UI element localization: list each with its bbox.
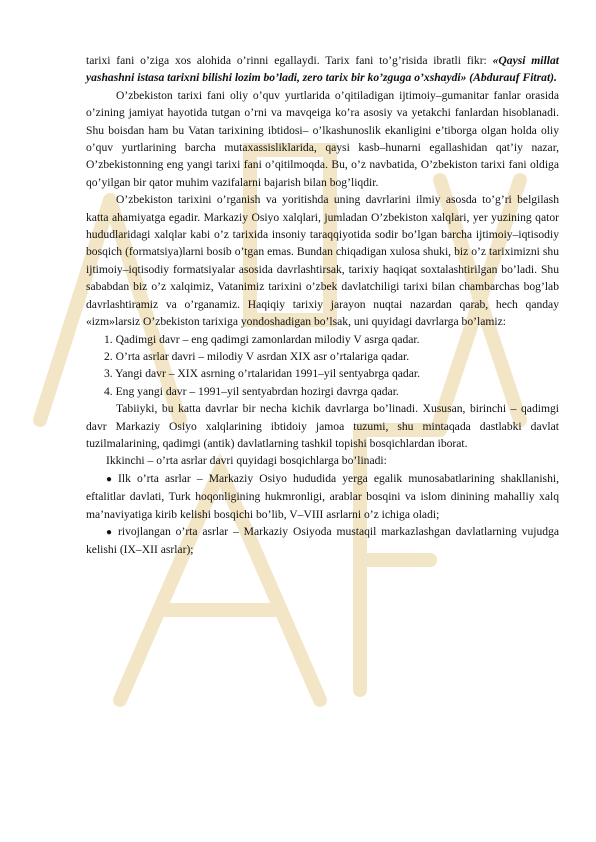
fitrat-quote: «Qaysi millat yashashni istasa tarixni bilishi lozim bo’ladi, zero tarix bir ko’zguga o’xshaydi» (Abdurauf Fitrat). [86,54,559,85]
list-item: 4. Eng yangi davr – 1991–yil sentyabrdan hozirgi davrga qadar. [104,384,399,398]
paragraph-uzbek-history-course: O’zbekiston tarixi fani oliy o’quv yurtlarida o’qitiladigan ijtimoiy–gumanitar fanlar orasida o’zining jamiyat hayotida tutgan o’rni va mavqeiga ko’ra asosiy va yetakchi fanlardan hisoblanadi. Shu boisdan ham bu Vatan tarixining ibtidosi– o’lkashunoslik ekanligini e’tiborga olgan holda oliy o’quv yurtlarining barcha mutaxassisliklarida, qaysi kasb–hunarni egallashidan qat’iy nazar, O’zbekistonning eng yangi tarixi fani o’qitilmoqda. Bu, o’z navbatida, O’zbekiston tarixi fani oldiga qo’yilgan bir qator muhim vazifalarni bajarish bilan bog’liqdir. [86,88,559,189]
bullet-icon: ● [106,526,113,538]
document-page [86,52,559,559]
periods-list [86,331,559,401]
paragraph-intro [86,52,559,87]
list-item: 1. Qadimgi davr – eng qadimgi zamonlardan milodiy V asrga qadar. [104,332,420,346]
list-item: 2. O’rta asrlar davri – milodiy V asrdan XIX asr o’rtalariga qadar. [104,349,410,363]
bullet-icon: ● [106,473,113,485]
bullet-text: Ilk o’rta asrlar – Markaziy Osiyo hududida yerga egalik munosabatlarining shakllanishi, eftalitlar davlati, Turk hoqonligining hukmronligi, arablar bosqini va islom dinining mahalliy xalq ma’naviyatiga kirib kelishi bosqichi bo’lib, V–VIII asrlarni o’z ichiga oladi; [86,471,559,521]
list-item: 3. Yangi davr – XIX asrning o’rtalaridan 1991–yil sentyabrga qadar. [104,367,420,381]
bullet-text: rivojlangan o’rta asrlar – Markaziy Osiyoda mustaqil markazlashgan davlatlarning vujudga kelishi (IX–XII asrlar); [86,524,559,557]
intro-text: tarixi fani o’ziga xos alohida o’rinni egallaydi. Tarix fani to’g’risida ibratli fikr: [86,54,493,67]
paragraph-middle-ages-intro: Ikkinchi – o’rta asrlar davri quyidagi bosqichlarga bo’linadi: [106,454,387,468]
paragraph-periodization: O’zbekiston tarixini o’rganish va yoritishda uning davrlarini ilmiy asosda to’g’ri belgilash katta ahamiyatga egadir. Markaziy Osiyo xalqlari, jumladan O’zbekiston xalqlari, yer yuzining qator hududlaridagi xalqlar kabi o’z tarixida insoniy taraqqiyotida sodir bo’lgan barcha ijtimoiy–iqtisodiy bosqich (formatsiya)larni bosib o’tgan emas. Bundan chiqadigan xulosa shuki, biz o’z tariximizni shu ijtimoiy–iqtisodiy formatsiyalar asosida davrlashtirsak, tarixiy haqiqat soxtalashtirilgan bo’ladi. Shu sababdan biz o’z xalqimiz, Vatanimiz tarixini o’zbek davlatchiligi tarixi bilan chambarchas bog’lab davrlashtiramiz va o’rganamiz. Haqiqiy tarixiy jarayon nuqtai nazardan qarab, hech qanday «izm»larsiz O’zbekiston tarixiga yondoshadigan bo’lsak, uni quyidagi davrlarga bo’lamiz: [86,193,559,329]
paragraph-subperiods: Tabiiyki, bu katta davrlar bir necha kichik davrlarga bo’linadi. Xususan, birinchi – qadimgi davr Markaziy Osiyo xalqlarining ibtidoiy jamoa tuzumi, shu mintaqada dastlabki davlat tuzilmalarining, qadimgi (antik) davlatlarning tashkil topishi bosqichlardan iborat. [86,402,559,450]
bullet-item [86,470,559,523]
bullet-item [86,523,559,559]
